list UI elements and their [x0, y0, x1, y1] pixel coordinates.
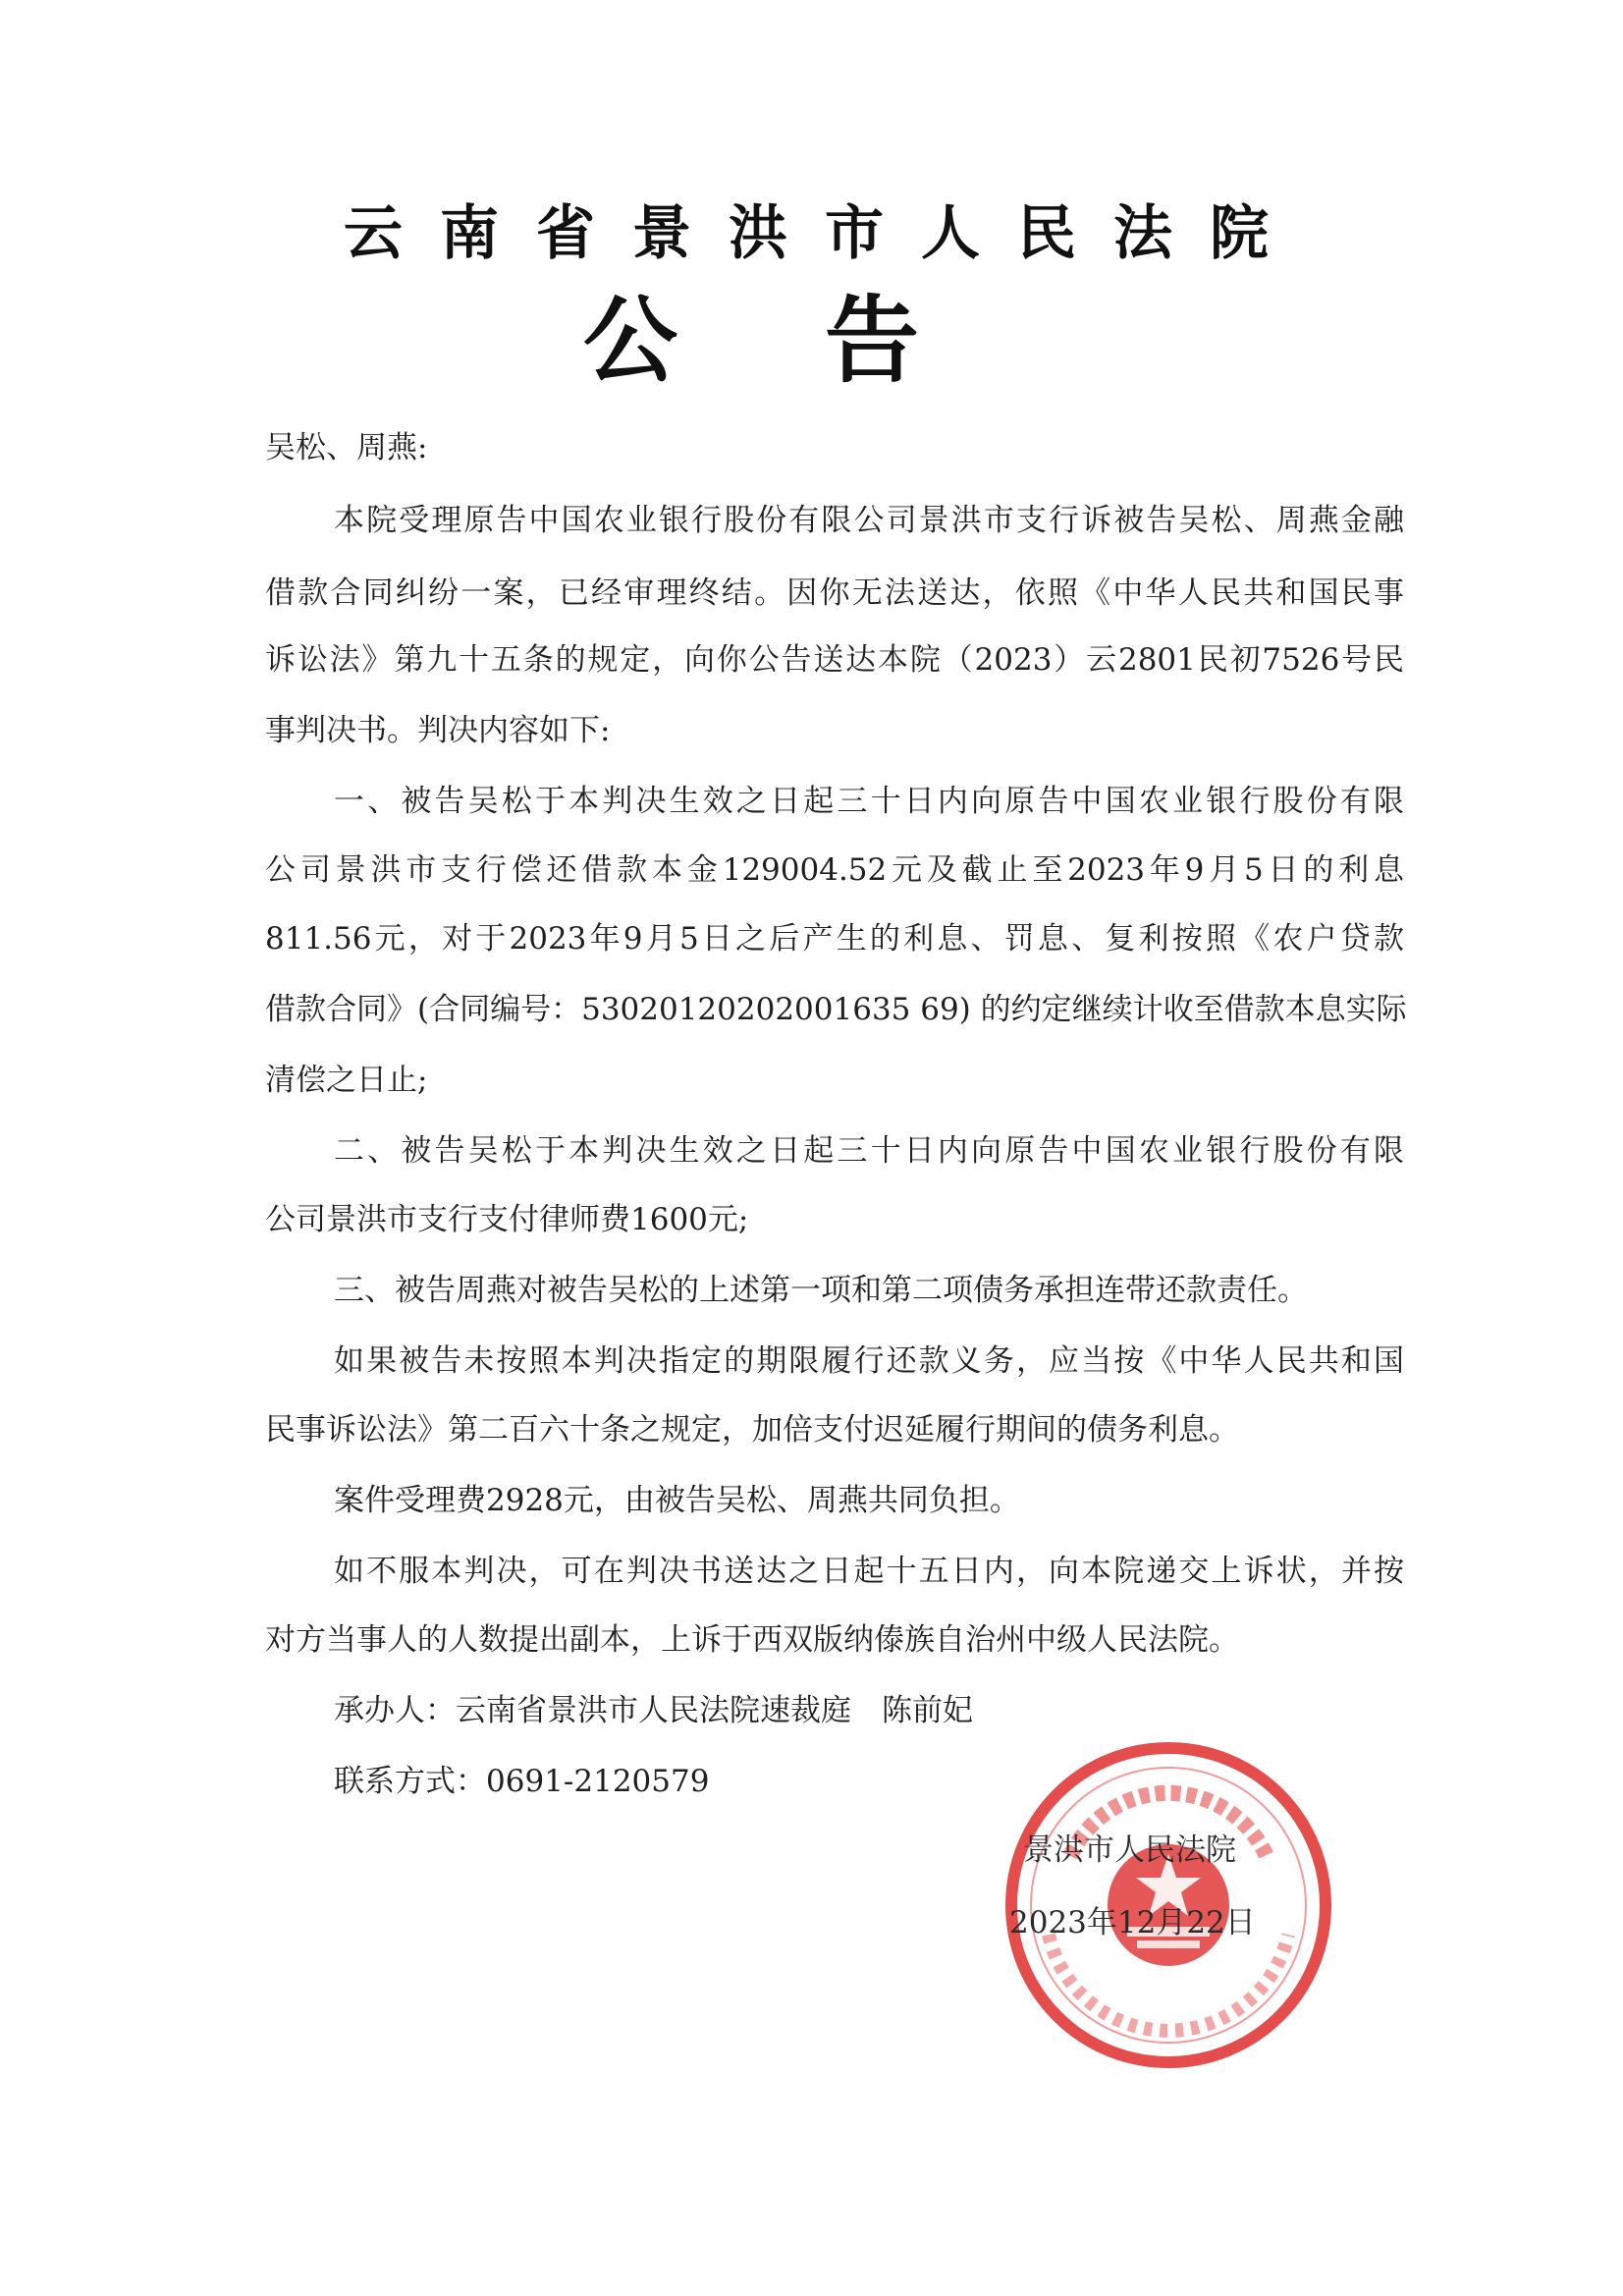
signature-court-name: 景洪市人民法院: [1023, 1832, 1236, 1868]
paragraph-line: 事判决书。判决内容如下:: [265, 713, 611, 748]
judgment-item-3-line: 三、被告周燕对被告吴松的上述第一项和第二项债务承担连带还款责任。: [334, 1273, 1308, 1308]
paragraph-line: 诉讼法》第九十五条的规定，向你公告送达本院（2023）云2801民初7526号民: [265, 642, 1404, 678]
paragraph-line: 本院受理原告中国农业银行股份有限公司景洪市支行诉被告吴松、周燕金融: [334, 503, 1404, 538]
judgment-item-1-line: 一、被告吴松于本判决生效之日起三十日内向原告中国农业银行股份有限: [334, 784, 1404, 819]
judgment-item-1-line: 公司景洪市支行偿还借款本金129004.52元及截止至2023年9月5日的利息: [265, 852, 1404, 888]
signature-date: 2023年12月22日: [1009, 1905, 1256, 1941]
fee-paragraph: 案件受理费2928元，由被告吴松、周燕共同负担。: [334, 1483, 1020, 1518]
judgment-item-1-line: 借款合同》(合同编号：53020120202001635 69) 的约定继续计收至借款本息实际: [265, 992, 1407, 1027]
delay-paragraph-line: 民事诉讼法》第二百六十条之规定，加倍支付迟延履行期间的债务利息。: [265, 1412, 1239, 1448]
recipient-line: 吴松、周燕:: [265, 430, 428, 465]
handler-line: 承办人：云南省景洪市人民法院速裁庭 陈前妃: [334, 1693, 973, 1728]
contact-line: 联系方式：0691-2120579: [334, 1764, 710, 1799]
appeal-paragraph-line: 对方当事人的人数提出副本，上诉于西双版纳傣族自治州中级人民法院。: [265, 1622, 1239, 1658]
document-type-title: 公告: [583, 286, 1066, 396]
judgment-item-1-line: 清偿之日止;: [265, 1063, 428, 1098]
appeal-paragraph-line: 如不服本判决，可在判决书送达之日起十五日内，向本院递交上诉状，并按: [334, 1554, 1404, 1589]
judgment-item-2-line: 二、被告吴松于本判决生效之日起三十日内向原告中国农业银行股份有限: [334, 1133, 1404, 1169]
delay-paragraph-line: 如果被告未按照本判决指定的期限履行还款义务，应当按《中华人民共和国: [334, 1343, 1404, 1379]
judgment-item-2-line: 公司景洪市支行支付律师费1600元;: [265, 1202, 749, 1237]
paragraph-line: 借款合同纠纷一案，已经审理终结。因你无法送达，依照《中华人民共和国民事: [265, 575, 1404, 611]
judgment-item-1-line: 811.56元，对于2023年9月5日之后产生的利息、罚息、复利按照《农户贷款: [265, 921, 1404, 957]
court-title: 云南省景洪市人民法院: [344, 199, 1306, 268]
